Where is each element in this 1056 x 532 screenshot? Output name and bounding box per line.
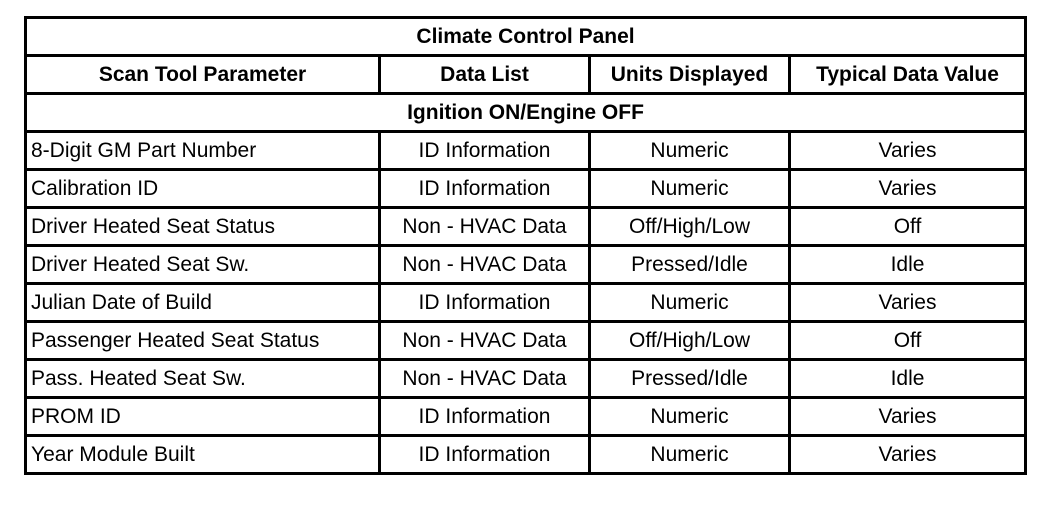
cell-data-list: Non - HVAC Data bbox=[380, 360, 590, 398]
cell-data-list: ID Information bbox=[380, 398, 590, 436]
table-row bbox=[26, 322, 1026, 360]
cell-parameter: Pass. Heated Seat Sw. bbox=[26, 360, 380, 398]
cell-typical-value: Idle bbox=[790, 360, 1026, 398]
cell-data-list: Non - HVAC Data bbox=[380, 322, 590, 360]
section-heading: Ignition ON/Engine OFF bbox=[26, 94, 1026, 132]
cell-parameter: Passenger Heated Seat Status bbox=[26, 322, 380, 360]
cell-parameter: PROM ID bbox=[26, 398, 380, 436]
cell-units: Off/High/Low bbox=[590, 208, 790, 246]
cell-typical-value: Idle bbox=[790, 246, 1026, 284]
climate-control-table-container bbox=[24, 16, 1027, 475]
table-section-row bbox=[26, 94, 1026, 132]
cell-typical-value: Off bbox=[790, 322, 1026, 360]
cell-data-list: ID Information bbox=[380, 170, 590, 208]
cell-parameter: Driver Heated Seat Status bbox=[26, 208, 380, 246]
table-row bbox=[26, 360, 1026, 398]
column-header-units: Units Displayed bbox=[590, 56, 790, 94]
table-title-row bbox=[26, 18, 1026, 56]
cell-typical-value: Varies bbox=[790, 436, 1026, 474]
table-row bbox=[26, 132, 1026, 170]
table-header-row bbox=[26, 56, 1026, 94]
cell-units: Numeric bbox=[590, 170, 790, 208]
cell-units: Pressed/Idle bbox=[590, 360, 790, 398]
cell-typical-value: Varies bbox=[790, 398, 1026, 436]
cell-parameter: Calibration ID bbox=[26, 170, 380, 208]
cell-units: Numeric bbox=[590, 436, 790, 474]
table-row bbox=[26, 208, 1026, 246]
column-header-parameter: Scan Tool Parameter bbox=[26, 56, 380, 94]
table-row bbox=[26, 246, 1026, 284]
cell-data-list: ID Information bbox=[380, 284, 590, 322]
cell-units: Off/High/Low bbox=[590, 322, 790, 360]
cell-data-list: ID Information bbox=[380, 132, 590, 170]
cell-typical-value: Varies bbox=[790, 284, 1026, 322]
table-title: Climate Control Panel bbox=[26, 18, 1026, 56]
cell-parameter: 8-Digit GM Part Number bbox=[26, 132, 380, 170]
cell-units: Numeric bbox=[590, 398, 790, 436]
cell-typical-value: Varies bbox=[790, 170, 1026, 208]
cell-units: Numeric bbox=[590, 132, 790, 170]
cell-parameter: Year Module Built bbox=[26, 436, 380, 474]
table-row bbox=[26, 284, 1026, 322]
cell-typical-value: Off bbox=[790, 208, 1026, 246]
cell-typical-value: Varies bbox=[790, 132, 1026, 170]
cell-data-list: ID Information bbox=[380, 436, 590, 474]
table-row bbox=[26, 398, 1026, 436]
column-header-typical-value: Typical Data Value bbox=[790, 56, 1026, 94]
cell-data-list: Non - HVAC Data bbox=[380, 208, 590, 246]
table-row bbox=[26, 170, 1026, 208]
cell-units: Numeric bbox=[590, 284, 790, 322]
table-row bbox=[26, 436, 1026, 474]
cell-data-list: Non - HVAC Data bbox=[380, 246, 590, 284]
cell-units: Pressed/Idle bbox=[590, 246, 790, 284]
climate-control-table bbox=[24, 16, 1027, 475]
cell-parameter: Driver Heated Seat Sw. bbox=[26, 246, 380, 284]
cell-parameter: Julian Date of Build bbox=[26, 284, 380, 322]
column-header-data-list: Data List bbox=[380, 56, 590, 94]
